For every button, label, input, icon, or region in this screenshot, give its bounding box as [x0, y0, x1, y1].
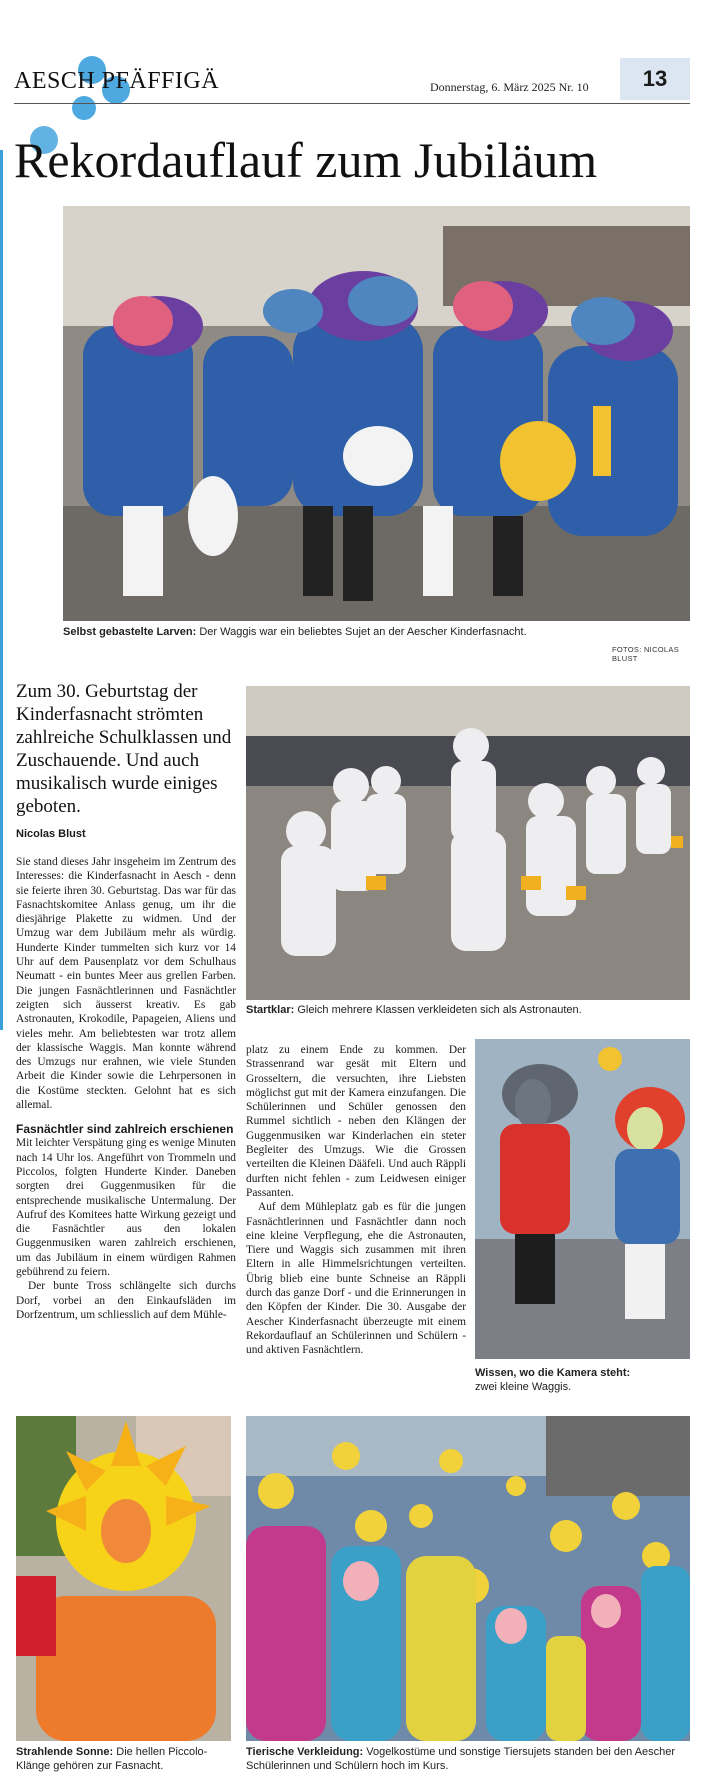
caption-astronauts: [246, 1003, 690, 1017]
caption-waggis-label: Wissen, wo die Kamera steht:: [475, 1367, 631, 1379]
header-rule: [14, 103, 690, 104]
paragraph: Mit leichter Verspätung ging es wenige Minuten nach 14 Uhr los. Angeführt von Trommeln und Piccolos, folgten Hunderte Kinder. Daneben sorgten drei Guggenmusiken für die entsprechende musikalische Untermalung. Der Aufruf des Komitees hatte Wirkung gezeigt und die Fasnächtler aus den lokalen Guggenmusiken waren zahlreich erschienen, um das Jubiläum in einem würdigen Rahmen gebührend zu feiern.: [16, 1137, 236, 1279]
caption-waggis-text: zwei kleine Waggis.: [475, 1381, 572, 1393]
section-name: AESCH PFÄFFIGÄ: [14, 68, 220, 94]
paragraph: Sie stand dieses Jahr insgeheim im Zentrum des Interesses: die Kinderfasnacht in Aesch - denn sie feierte ihren 30. Geburtstag. Das war für das Fasnachtskomitee Anlass genug, um ihr die diesjährige Plakette zu widmen. Und der Umzug war dem Jubiläum mehr als würdig. Hunderte Kinder tummelten sich kurz vor 14 Uhr auf dem Pausenplatz vor dem Schulhaus Neumatt - ein buntes Meer aus grellen Farben. Die jungen Fasnächtlerinnen und Fasnächtler zeigten sich äusserst kreativ. Es gab Astronauten, Krokodile, Papageien, Aliens und vieles mehr. Am beliebtesten war trotz allem der klassische Waggis. Man konnte während des Umzugs nur erahnen, wie viele Stunden Arbeit die Kinder sowie die Lehrpersonen in die Kostüme steckten. Gelohnt hat es sich allemal.: [16, 856, 236, 1112]
paragraph: platz zu einem Ende zu kommen. Der Strassenrand war gesät mit Eltern und Grosseltern, die versuchten, ihre Liebsten möglichst gut mit der Kamera einzufangen. Die Schülerinnen und Schüler genossen den Rummel sichtlich - neben den Klängen der Guggenmusiken war Kinderlachen ein steter Begleiter des Umzugs. Wie die Grossen verteilten die Kleinen Dääfeli. Und auch Räppli durften nicht fehlen - zum Leidwesen einiger Passanten.: [246, 1044, 466, 1199]
caption-two-waggis: [475, 1366, 690, 1394]
article-column-2: [246, 1043, 466, 1358]
photo-credit: FOTOS: NICOLAS BLUST: [612, 645, 679, 663]
paragraph: Der bunte Tross schlängelte sich durchs Dorf, vorbei an den Einkaufsläden im Dorfzentrum, um schliesslich auf dem Mühle-: [16, 1280, 236, 1321]
photo-astronauts: [246, 686, 690, 1000]
accent-bar: [0, 150, 3, 1030]
caption-astronauts-label: Startklar:: [246, 1004, 295, 1016]
caption-animals-label: Tierische Verkleidung:: [246, 1746, 364, 1758]
photo-sun-costume: [16, 1416, 231, 1741]
photo-main-waggis: [63, 206, 690, 621]
paragraph: Auf dem Mühleplatz gab es für die jungen Fasnächtlerinnen und Fasnächtler dann noch eine kleine Verpflegung, ehe die Astronauten, Tiere und Waggis sich zusammen mit ihren Eltern in alle Himmelsrichtungen verteilten. Übrig blieb eine bunte Schneise an Räppli durch das ganze Dorf - und die Erinnerungen in den Köpfen der Kinder. Die 30. Ausgabe der Aescher Kinderfasnacht überzeugte mit einem Rekordauflauf an Schülerinnen und Schülern - und aktiven Fasnächtlern.: [246, 1201, 466, 1357]
caption-sun-text: Die hellen Piccolo-Klänge gehören zur Fasnacht.: [16, 1746, 208, 1772]
author-name: Nicolas Blust: [16, 828, 86, 840]
caption-bird-costumes: [246, 1745, 690, 1773]
article-column-1: [16, 855, 236, 1322]
headline: Rekordauflauf zum Jubiläum: [14, 132, 598, 188]
caption-main: [63, 625, 623, 639]
caption-astronauts-text: Gleich mehrere Klassen verkleideten sich als Astronauten.: [294, 1004, 582, 1016]
caption-main-text: Der Waggis war ein beliebtes Sujet an der Aescher Kinderfasnacht.: [196, 626, 527, 638]
caption-main-label: Selbst gebastelte Larven:: [63, 626, 197, 638]
caption-sun: [16, 1745, 226, 1773]
page-number: 13: [620, 58, 690, 100]
caption-sun-label: Strahlende Sonne:: [16, 1746, 114, 1758]
photo-bird-costumes: [246, 1416, 690, 1741]
photo-two-waggis: [475, 1039, 690, 1359]
article-lead: Zum 30. Geburtstag der Kinderfasnacht strömten zahlreiche Schulklassen und Zuschauende. Und auch musikalisch wurde einiges geboten.: [16, 681, 232, 817]
caption-animals-text: Vogelkostüme und sonstige Tiersujets standen bei den Aescher Schülerinnen und Schülern hoch im Kurs.: [246, 1746, 676, 1772]
logo-dot: [72, 96, 96, 120]
issue-date: Donnerstag, 6. März 2025 Nr. 10: [430, 80, 589, 94]
subhead: Fasnächtler sind zahlreich erschienen: [16, 1122, 234, 1137]
